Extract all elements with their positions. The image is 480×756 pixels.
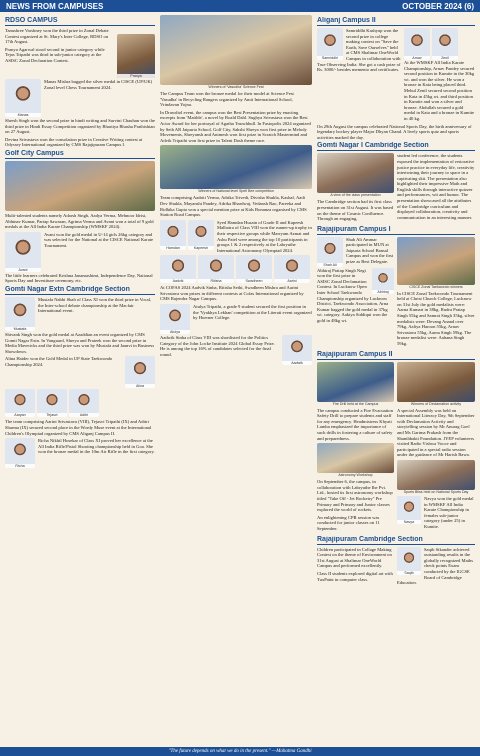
raja2-para-5: Navya won the gold medal in WMSKF All India Karate Championship in females sub-junior category (under 25) in Kumite. [424,495,474,529]
gomti1-left [317,153,394,223]
header-title: NEWS FROM CAMPUSES [6,1,104,11]
header-issue: OCTOBER 2024 (6) [402,1,474,11]
gnx-para-3: Alina Haider won the Gold Medal in UP State Taekwondo Championship 2024. [5,356,113,367]
aliganj-left [317,28,401,124]
aliganj-para-1: Samriddhi Kashyap won the second prize in college making contest on "Save the Earth, Save Ourselves" held at CMS Shalimar OneWorld Campus in collaboration with True Observing India. She got a cash prize of Rs. 3000/- besides memento and certificates. [317,28,401,73]
section-title-aliganj: Aliganj Campus II [317,17,475,26]
photo-zenil: Zenil [432,28,458,60]
rdso-para-2: Pranya Agarwal stood second in junior category while Tejas Tripathi was third in sub-junior category at the ASISC Zonal Declaration Contest. [5,46,105,63]
gnx-team-photos [5,389,155,417]
rdso-para-1: Tanushree Varshney won the third prize in Zonal Debate Contest organized at St. Mary's Inter College, RDSO on 17th August. [5,28,109,45]
section-title-raja2: Rajajipuram Campus II [317,351,475,360]
photo-avani: Avani [5,232,41,272]
raja1-para-3: In CISCE Zonal Taekwondo Tournament held at Christ Church College, Lucknow on 31st July the gold medalists were: Aarna Kumari in 38kg. Rudra Pratap Singh 55kg and Samrat Singh 35kg, silver medalists were: Devang Anand over 79kg, Aaliya Haroon 55kg, Arnav Srivastava 55kg, Aarna Singh 59kg. The bronze medalist were: Aahana Singh 59kg. [397,290,475,347]
photo-sports-bliss [397,460,475,490]
c2-para-4: Syed Hamdan Husain of Grade II and Kapeesh Malhotra of Class VIII won the runner-up trophy in their respective groups while Marryam Azmat and Ashu Patel were among the top 10 participants in groups 1 & 2 respectively at the Labryuthe International Astronomy Olympiad 2024. [217,219,312,253]
raja3-para-1: Children participated in Collage Making Contest on the theme of Environment on 31st August at Shalimar OneWorld Campus and performed excellently. [317,546,392,569]
photo-declamation [397,362,475,402]
raja3-para-2: Class II students explored digital art with TuxPaint in computer class. [317,570,393,582]
gomti1-right [397,153,475,223]
raja1-para-2: Abhiraj Pratap Singh Negi won the first prize in ASISC Zonal Declamation Contest. In Lucknow Open Inter School Taekwondo Championship organized by Lucknow District, Taekwondo Association, Arna Kumar bagged the gold medal in 37kg wt. category. Aakiya Siddiqui won the gold in 48kg wt. [317,267,389,324]
rdso-para-4: Shresh Singh won the second prize in hindi writing and Survini Chauhan won the third prize in Hindi Essay Competition organized by Bhartiya Bhasha Prathishtan on 27 August. [5,118,155,135]
c2-para-6: Atulya Tripathi, a grade 9 student secured the first position in the 'Vyakhya Lekhan' competition at the Literati event organized by Hoerner College. [193,304,312,321]
photo-navya: Navya [397,496,421,524]
photo-manas: Manas [5,79,41,117]
photo-abhiraj: Abhiraj [372,268,394,294]
gomti1-para-2: student led conference, the students exposed the implementation of restorative justice practice in everyday life, creativity intertwining their journey to space in a captivating skit. The presentation also highlighted their impressive Math and English skills through interactive quizzer and performances, wit and humor. The presentation showcased all the attributes of the Cambridge curriculum and displayed collaboration, creativity and communication in an interesting manner. [397,153,475,220]
c2-para-2: In Drawdiol event, the campus won the Best Presentation prize by enacting excerpts from 'Matilde', a novel by Roald Dahl. Sughya Srivastava won the Best Actor Award for her portrayal of Agatha Trunchbull. In Fastopolis 2024 organized by Seth AR Jaipuria School, Golf City, Sakshi Shreya won first prize in Melody Movements, Shreyansh and Animesh won first prize in Scratch Mastermind and Advik Tripathi won first prize in Talent Dash theme race. [160,109,311,143]
rdso-para-3: Manas Mishra bagged the silver medal in CISCE (UP/UK) Zonal level Chess Tournament 2024. [44,79,153,90]
photo-aadwik: Aadwik [282,335,312,365]
photo-class-presentation [317,153,394,193]
section-title-raja1: Rajajipuram Campus I [317,226,475,235]
caption-taekwondo: CISCE Zonal Taekwondo winners [409,284,463,289]
c2-para-7: Aadwik Sinha of Class VIII was shortlisted for the Politics Category of the John Locke Institute 2024 Global Essay Prize. He is among the top 16% of candidates selected for the final round. [160,335,275,357]
aliganj-para-3: At the WMSKF All India Karate Championship, Arnav Pandey secured second position in Kumite in the 30kg wt. and won the silver. He won a bronze in Kata being placed third. Mehul Zenil secured second position in Kata in 45kg wt. and third position in Kumite and won a silver and bronze. Abdullah secured a gold medal in Kata and a bronze in Kumite in 40 kg. [404,60,475,121]
astro-winner-photos [160,220,214,250]
photo-saqib: Saqib [397,547,421,575]
aliganj-top [317,28,475,124]
photo-samriddhi: Samriddhi [317,28,343,60]
raja1-right [397,237,475,349]
caption-declamation: Winners of Declamation activity [410,401,462,406]
photo-aditri: Aditri [69,389,99,417]
column-1 [5,15,155,469]
photo-mustafa: Mustafa [5,297,35,331]
photo-spellbee [160,145,312,189]
photo-kapeesh: Kapeesh [188,220,214,250]
raja2-body [317,362,475,534]
photo-shah-ali: Shah Ali [317,237,343,267]
raja2-para-1: The campus conducted a Fire Evacuation Safety Drill to prepare students and staff for any emergency. Headmistress Khyati Lamba emphasized the importance of such drills in fostering a culture of safety and preparedness. [317,407,393,441]
section-title-gnx: Gomti Nagar Extn Cambridge Section [5,286,155,295]
caption-sports: Sports Bliss held on National Sports Day [403,489,469,494]
gomti1-para-1: The Cambridge section had its first class presentation on 31st August. It was based on the theme of Cosmic Confluence. Through an engaging, [317,199,394,222]
photo-swadheen: Swadheen [236,255,272,283]
raja2-para-3: On September 6, the campus, in collaboration with Labryuthe Ihe Pvt. Ltd., hosted its first astronomy workshop titled "Take Off - Jet Rocketry" Pre Primary and Primary and Junior classes explored the world of rockets. [317,479,393,513]
section-title-gomti1: Gomti Nagar I Cambridge Section [317,142,475,151]
gnx-para-4: The team comprising Aarini Srivastava (VIII), Tejasvi Tripathi (IX) and Aditri Sharma (IX) secured second place in the Wordy Muse event at the International Children's Olympiad organized by CMS Aliganj Campus II. [5,419,152,436]
raja2-para-4: An enlightening CPR session was conducted for junior classes on 11 September. [317,514,380,531]
photo-aaryan: Aaryan [5,389,35,417]
raja3-left [317,547,394,588]
raja3-para-3: Saqib Sikander achieved outstanding results in the globally recognized Maths check points Exam conducted by the IGCSE Board of Cambridge Education. [397,546,473,586]
photo-astronomy [317,443,394,473]
raja1-body [317,237,475,349]
newsletter-header [0,0,480,12]
newsletter-footer [0,747,480,756]
photo-atulya: Atulya [160,304,190,334]
footer-quote: "The future depends on what we do in the present." —Mahatma Gandhi [168,749,312,754]
raja1-para-1: Shah Ali Ammar participated in MUN at Jaipuria School Bansal Campus and won the first prize as Best Delegate. [346,236,394,265]
photo-richa: Richa [5,438,35,468]
aliganj-right [404,28,475,124]
raja1-left [317,237,394,349]
caption-spellbee: Winners of National level Spell Bee competition [198,189,274,194]
aliganj-para-2: On 29th August the campus celebrated National Sports Day, the birth anniversary of legendary hockey player Major Dhyan Chand. A lively sports quiz and sports activities marked the day. [317,123,472,140]
section-title-raja3: Rajajipuram Cambridge Section [317,536,475,545]
photo-tejasvi: Tejasvi [37,389,67,417]
caption-vasudha: Winners of 'Vasudha' Science Fest [208,85,264,89]
gomti1-body [317,153,475,223]
rdso-para-5: Devina Srivastava won the consolation prize in Creative Writing contest at Odyssey International organized by CMS Rajajipuram Campus I. [5,136,143,148]
photo-fire-drill [317,362,394,402]
column-2 [160,15,312,366]
photo-vasudha [160,15,312,85]
section-title-golf: Golf City Campus [5,150,155,159]
gnx-para-5: Richa Nikhil Hosekar of Class XI proved her excellence at the All India Rifle/Pistol Shooting championship held in Goa. She won the bronze medal in the 10m Air Rifle in the first category. [38,438,155,455]
golf-para-1: Multi-talented students namely Adarsh Singh, Aadya Verma, Mehnoor Idrisi, Abhinav Kumar, Partap Sawaran, Agrima Verma and Avani won a total of 9 gold medals at the All India Karate Championship (WMSKF 2024). [5,212,154,230]
raja3-body [317,547,475,588]
golf-para-2: Avani won the gold medal in U-14 girls 26kg category and was selected for the National at the CISCE National Karate Tournament. [44,231,154,248]
raja2-para-2: A special Assembly was held on International Literacy Day, 9th September with Declamation Activity and storytelling session by Mr Anurag Goel and Ms Garima Prakash from the Shanthbakti Foundation. JYEP volunteers visited Radio Vishwa Vooce and participated in a special radio session under the guidance of Mr Harish Bawa. [397,407,475,458]
photo-aarini: Aarini [274,255,310,283]
photo-hamdan: Hamdan [160,220,186,250]
raja3-right [397,547,475,588]
c2-para-5: At COFAS 2024 Aadvik Sinha, Ritisha Sethi, Swadheen Mishra and Aarini Srivastava won prizes in different contests at Cofas International organized by CMS Rajendra Nagar Campus. [160,285,304,302]
section-title-rdso: RDSO CAMPUS [5,17,155,26]
caption-fire: Fire Drill held at the Campus [332,401,379,406]
c2-para-1: The Campus Team won the bronze medal for their model at Science Fest 'Vasudha' in Recycling Rangers organized by Amit International School, Vrindavan Yojna. [160,91,294,108]
caption-class: A view of the class presentation [330,193,381,198]
photo-ritisha: Ritisha [198,255,234,283]
photo-pranya: Pranya [117,34,155,78]
raja2-left [317,362,394,534]
gnx-para-1: Mustafa Nabhi Shah of Class XI won the third prize in Vocal, the Inter-school debate championship at the Macfair International event. [38,296,152,314]
photo-alina: Alina [125,356,155,388]
c2-para-3: Team comprising Aadriti Verma, Adrika Trivedi, Divisha Shukla, Kashaf, Aadi Dev Shukla, Mayanshi Pandey, Adrika Bhardwaj, Vedansh Rao, Pareeka and Ridhika Gupta won a special mention prize at Kids Bonanza organised by CMS Station Road Campus. [160,195,307,218]
photo-arnav: Arnav [404,28,430,60]
cofas-winner-photos [160,255,312,283]
photo-golf-karate [5,161,155,211]
photo-taekwondo-team [397,237,475,285]
karate-photos [404,28,475,60]
gnx-para-2: Shivank Singh won the gold medal at Azaddian an event organized by CMS Gomti Nagar Extn. In Vanguard, Shreya and Prateek won the second prize in Media Mavericks and the third prize was won by Mustafa and Jaanvi in Business Showdown. [5,331,155,354]
photo-aadvik: Aadvik [160,255,196,283]
column-3 [317,15,475,588]
raja2-right [397,362,475,534]
golf-para-3: The little learners celebrated Krishna Janamashtmi, Independence Day, National Sports Day and Investiture ceremony, etc. [5,272,153,284]
caption-astronomy: Astronomy Workshop [338,473,373,478]
